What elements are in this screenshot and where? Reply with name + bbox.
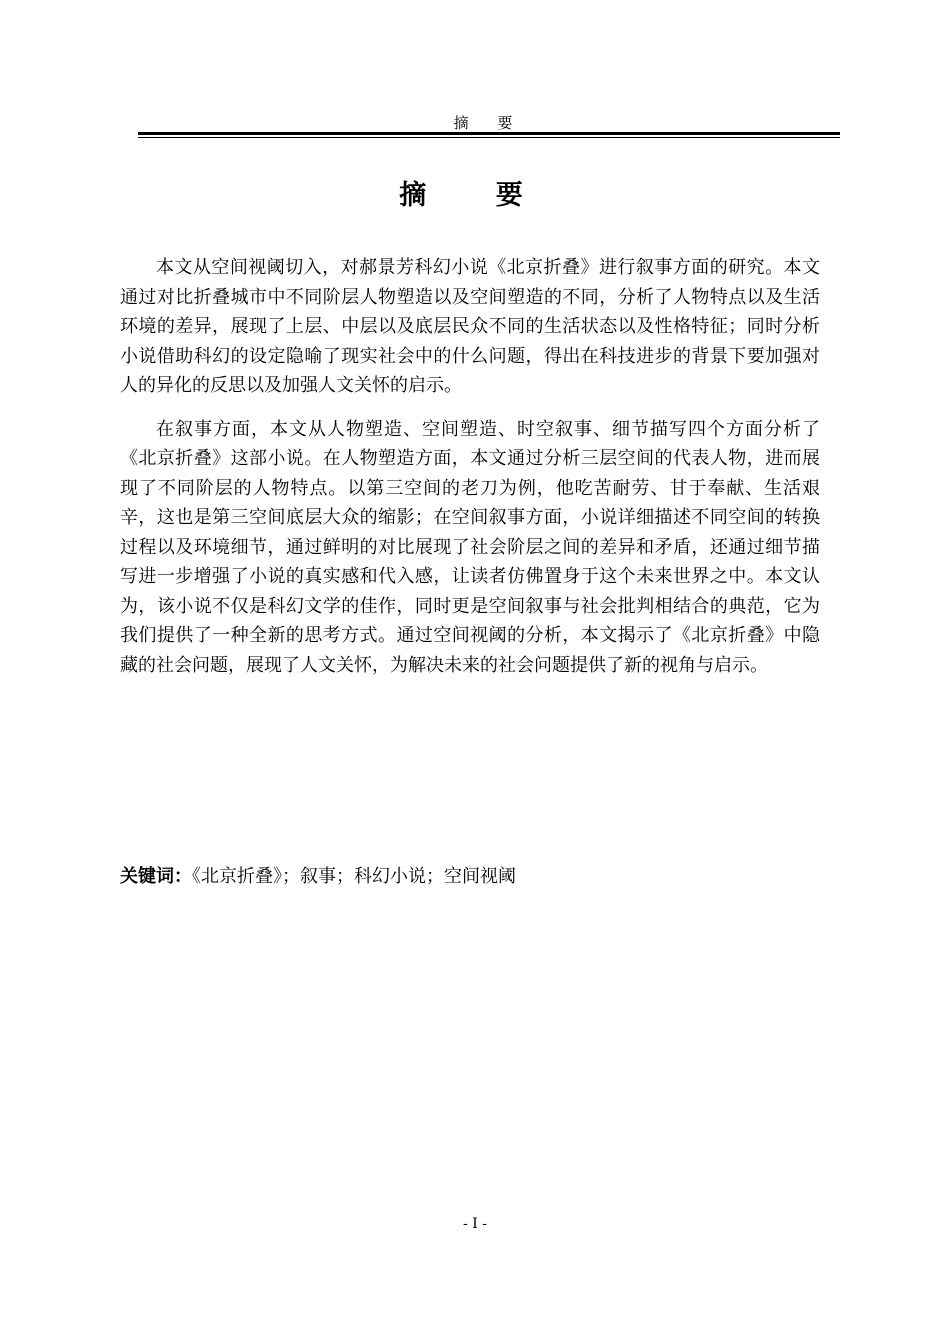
header-rule <box>138 132 840 138</box>
abstract-paragraph-1: 本文从空间视阈切入，对郝景芳科幻小说《北京折叠》进行叙事方面的研究。本文通过对比折叠城市中不同阶层人物塑造以及空间塑造的不同，分析了人物特点以及生活环境的差异，展现了上层、中层以及底层民众不同的生活状态以及性格特征；同时分析小说借助科幻的设定隐喻了现实社会中的什么问题，得出在科技进步的背景下要加强对人的异化的反思以及加强人文关怀的启示。 <box>120 257 820 396</box>
abstract-paragraph-2: 在叙事方面，本文从人物塑造、空间塑造、时空叙事、细节描写四个方面分析了《北京折叠》这部小说。在人物塑造方面，本文通过分析三层空间的代表人物，进而展现了不同阶层的人物特点。以第三空间的老刀为例，他吃苦耐劳、甘于奉献、生活艰辛，这也是第三空间底层大众的缩影；在空间叙事方面，小说详细描述不同空间的转换过程以及环境细节，通过鲜明的对比展现了社会阶层之间的差异和矛盾，还通过细节描写进一步增强了小说的真实感和代入感，让读者仿佛置身于这个未来世界之中。本文认为，该小说不仅是科幻文学的佳作，同时更是空间叙事与社会批判相结合的典范，它为我们提供了一种全新的思考方式。通过空间视阈的分析，本文揭示了《北京折叠》中隐藏的社会问题，展现了人文关怀，为解决未来的社会问题提供了新的视角与启示。 <box>120 418 820 676</box>
keywords-value: 《北京折叠》；叙事；科幻小说；空间视阈 <box>192 866 516 887</box>
running-header <box>138 114 840 132</box>
abstract-body <box>120 253 820 694</box>
running-header-title: 摘 要 <box>453 114 525 132</box>
abstract-title: 摘 要 <box>399 180 553 211</box>
keywords-label: 关键词： <box>120 866 192 887</box>
page-number: - I - <box>463 1216 487 1232</box>
header-rule-thin-line <box>138 137 840 138</box>
keywords-line <box>120 863 820 891</box>
